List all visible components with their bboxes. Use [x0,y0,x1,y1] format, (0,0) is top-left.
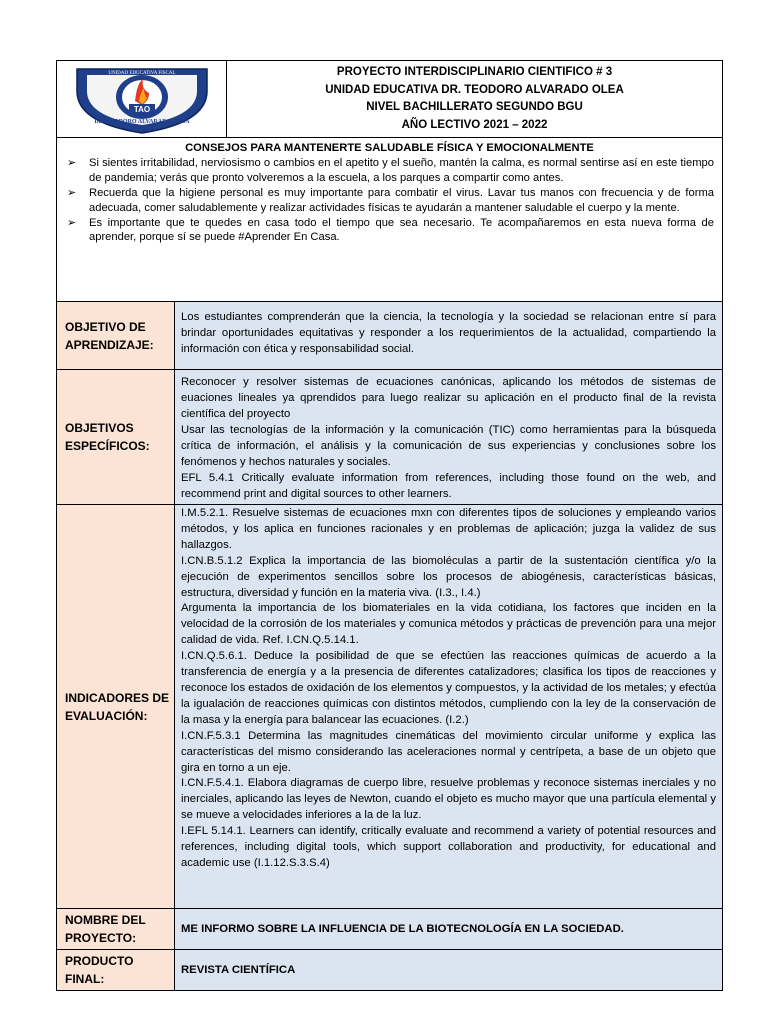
school-logo [57,61,227,137]
objetivo-value-cell [175,302,723,370]
indicador-paragraph: I.EFL 5.14.1. Learners can identify, critically evaluate and recommend a variety of potential resources and references, including digital tools, which support collaboration and productivity, for educational and academic use (I.1.12.S.3.S.4) [181,825,716,869]
indicadores-label: INDICADORES DE EVALUACIÓN: [65,690,170,723]
nombre-label: NOMBRE DEL PROYECTO: [65,913,146,945]
header-line-3: NIVEL BACHILLERATO SEGUNDO BGU [366,101,583,113]
indicadores-row [57,505,723,909]
consejo-text: Recuerda que la higiene personal es muy importante para combatir el virus. Lavar tus manos con frecuencia y de forma adecuada, comer saludablemente y realizar actividades físicas te ayudarán a mantener saludable el cuerpo y la mente. [89,186,714,214]
arrow-bullet-icon: ➢ [67,156,77,169]
indicador-paragraph: I.CN.B.5.1.2 Explica la importancia de las biomoléculas a partir de la sustentación científica y/o la ejecución de experimentos sencillos sobre los procesos de abiogénesis, características básicas, estructura, diversidad y función en la materia viva. (I.3., I.4.) [181,554,716,599]
consejo-text: Es importante que te quedes en casa todo el tiempo que sea necesario. Te acompañaremos en esta nueva forma de aprender, porque sí se puede #Aprender En Casa. [89,216,714,244]
header-row [57,61,723,138]
consejo-item [65,216,714,246]
header-title-cell [227,61,723,138]
consejos-cell [57,138,723,302]
consejos-row [57,138,723,302]
nombre-row [57,909,723,950]
project-table [56,60,723,991]
especificos-value-cell [175,370,723,505]
producto-label-cell [57,950,175,991]
logo-center-text: TAO [133,105,151,114]
especificos-row [57,370,723,505]
logo-bottom-text: DR. TEODORO ALVARADO OLEA [94,119,190,125]
consejos-title: CONSEJOS PARA MANTENERTE SALUDABLE FÍSICA Y EMOCIONALMENTE [185,142,594,154]
objetivo-row [57,302,723,370]
header-line-4: AÑO LECTIVO 2021 – 2022 [401,118,548,131]
producto-label: PRODUCTO FINAL: [65,954,134,986]
consejo-item [65,186,714,216]
especificos-label-cell [57,370,175,505]
arrow-bullet-icon: ➢ [67,186,77,199]
nombre-label-cell [57,909,175,950]
especificos-label: OBJETIVOS ESPECÍFICOS: [65,421,150,453]
document [56,60,722,991]
nombre-text: ME INFORMO SOBRE LA INFLUENCIA DE LA BIOTECNOLOGÍA EN LA SOCIEDAD. [181,923,624,935]
indicadores-value-cell [175,505,723,909]
indicador-paragraph: I.CN.Q.5.6.1. Deduce la posibilidad de que se efectúen las reacciones químicas de acuerdo a la transferencia de energía y a la presencia de diferentes catalizadores; clasifica los tipos de reacciones y reconoce los estados de oxidación de los elementos y compuestos, y la actividad de los metales; y efectúa la igualación de reacciones químicas con distintos métodos, cumpliendo con la ley de la conservación de la masa y la energía para balancear las ecuaciones. (I.2.) [181,650,716,726]
header-line-2: UNIDAD EDUCATIVA DR. TEODORO ALVARADO OLEA [325,83,624,96]
logo-top-text: UNIDAD EDUCATIVA FISCAL [108,71,176,76]
consejo-text: Si sientes irritabilidad, nerviosismo o cambios en el apetito y el sueño, mantén la calma, es normal sentirse así en este tiempo de pandemia; verás que pronto volveremos a la escuela, a los parques a compartir como antes. [89,156,714,184]
producto-value-cell [175,950,723,991]
indicador-paragraph: I.CN.F.5.3.1 Determina las magnitudes cinemáticas del movimiento circular uniforme y explica las características del mismo considerando las aceleraciones normal y centrípeta, a base de un objeto que gira en torno a un eje. [181,729,716,774]
especificos-paragraph: Usar las tecnologías de la información y la comunicación (TIC) como herramientas para la búsqueda crítica de información, el análisis y la comunicación de sus experiencias y conclusiones sobre los fenómenos y hechos naturales y sociales. [181,424,716,468]
objetivo-label: OBJETIVO DE APRENDIZAJE: [65,319,154,352]
indicador-paragraph: Argumenta la importancia de los biomateriales en la vida cotidiana, los factores que inciden en la velocidad de la corrosión de los materiales y comunica métodos y prácticas de prevención para una mejor calidad de vida. Ref. I.CN.Q.5.14.1. [181,602,716,647]
consejos-list [65,156,714,245]
especificos-paragraph: Reconocer y resolver sistemas de ecuaciones canónicas, aplicando los métodos de sistemas de euaciones lineales ya qprendidos para luego realizar su aplicación en el producto final de la revista científica del proyecto [181,376,716,420]
indicador-paragraph: I.CN.F.5.4.1. Elabora diagramas de cuerpo libre, resuelve problemas y reconoce sistemas inerciales y no inerciales, aplicando las leyes de Newton, cuando el objeto es mucho mayor que una partícula elemental y se mueve a velocidades inferiores a la de la luz. [181,777,716,822]
objetivo-label-cell [57,302,175,370]
especificos-paragraph: EFL 5.4.1 Critically evaluate information from references, including those found on the web, and recommend print and digital sources to other learners. [181,472,716,500]
consejo-item [65,156,714,186]
logo-cell [57,61,227,138]
nombre-value-cell [175,909,723,950]
producto-text: REVISTA CIENTÍFICA [181,964,296,976]
indicadores-label-cell [57,505,175,909]
indicador-paragraph: I.M.5.2.1. Resuelve sistemas de ecuaciones mxn con diferentes tipos de soluciones y empleando varios métodos, y los aplica en funciones racionales y en problemas de aplicación; juzga la validez de sus hallazgos. [181,507,716,551]
objetivo-text: Los estudiantes comprenderán que la ciencia, la tecnología y la sociedad se relacionan entre sí para brindar oportunidades equitativas y responder a los requerimientos de la actualidad, compartiendo la información con ética y responsabilidad social. [181,311,716,355]
arrow-bullet-icon: ➢ [67,216,77,229]
producto-row [57,950,723,991]
header-line-1: PROYECTO INTERDISCIPLINARIO CIENTIFICO # 3 [336,66,613,78]
